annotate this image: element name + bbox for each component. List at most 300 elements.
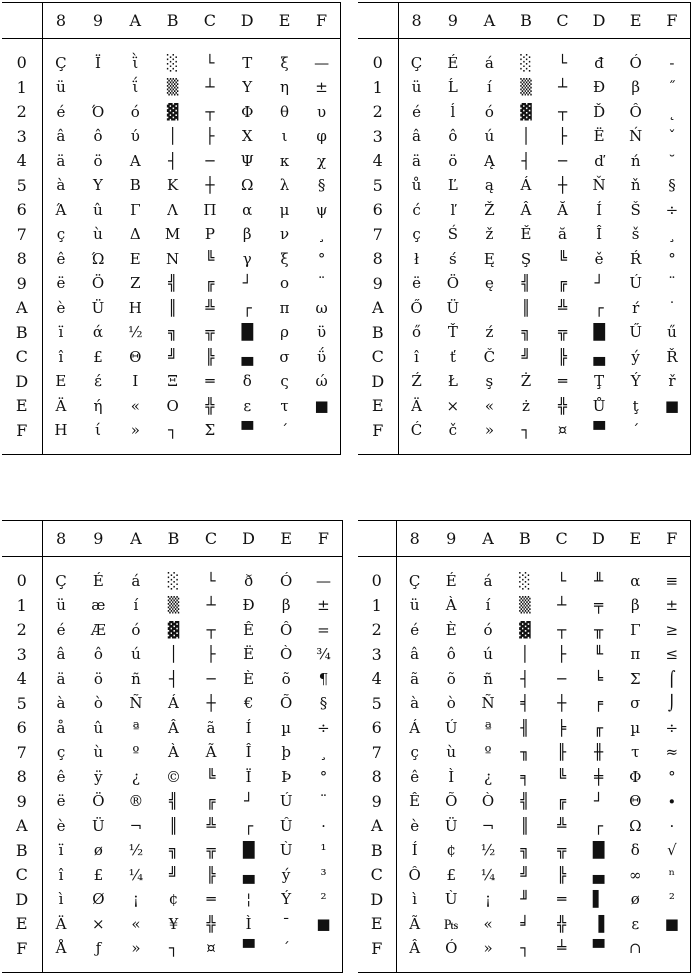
char-cell: Ñ [481, 694, 495, 713]
char-cell: ┌ [244, 816, 254, 835]
char-cell: ę [484, 274, 494, 293]
table-row [2, 888, 343, 913]
char-cell: Ù [279, 841, 293, 860]
char-cell: B [129, 176, 141, 195]
char-cell: £ [446, 865, 456, 884]
char-cell: Ş [520, 249, 532, 268]
char-cell: § [668, 176, 676, 195]
row-header: 4 [358, 667, 396, 692]
table-row [358, 174, 691, 199]
char-cell: ≤ [665, 645, 679, 664]
char-cell: ╨ [593, 571, 603, 590]
char-cell: ┘ [593, 792, 603, 811]
char-cell: µ [630, 718, 641, 737]
char-cell: ≥ [665, 620, 679, 639]
char-cell: ∩ [628, 939, 642, 958]
char-cell: ď [594, 151, 604, 170]
char-cell: Õ [280, 694, 293, 713]
char-cell: ě [594, 249, 604, 268]
char-cell: ˛ [668, 102, 676, 121]
char-cell: É [92, 571, 104, 590]
code-page-table-2 [358, 2, 691, 455]
row-header: 6 [358, 716, 396, 741]
char-cell: ¨ [319, 792, 328, 811]
char-cell: ä [56, 151, 66, 170]
char-cell: Ů [592, 396, 606, 415]
char-cell: ═ [557, 890, 567, 909]
char-cell: ⌠ [667, 669, 676, 688]
char-cell: ť [449, 347, 456, 366]
char-cell: ┴ [558, 78, 568, 97]
char-cell: Υ [93, 176, 103, 195]
char-cell: ù [93, 743, 104, 762]
char-cell: þ [281, 743, 291, 762]
table-row [2, 394, 341, 419]
column-header: C [191, 3, 228, 39]
char-cell: ╢ [520, 718, 530, 737]
table-row [2, 643, 343, 668]
char-cell: Ψ [240, 151, 254, 170]
char-cell: Υ [242, 78, 253, 97]
char-cell: ¼ [128, 865, 144, 884]
char-cell: ÷ [665, 200, 679, 219]
char-cell: £ [93, 347, 103, 366]
char-cell: Ľ [447, 176, 458, 195]
char-cell: Ã [409, 914, 421, 933]
column-header: F [654, 521, 691, 557]
row-header: B [2, 321, 42, 346]
row-header: 8 [358, 247, 398, 272]
char-cell: σ [279, 347, 290, 366]
row-header: E [2, 912, 42, 937]
char-cell: ý [281, 865, 291, 884]
char-cell: ║ [521, 298, 531, 317]
char-cell: ┤ [168, 151, 178, 170]
table-row [358, 76, 691, 101]
row-header: 5 [2, 692, 42, 717]
char-cell: ─ [205, 151, 215, 170]
char-cell: Ω [241, 176, 254, 195]
table-row [2, 76, 341, 101]
char-cell: ■ [316, 914, 331, 933]
char-cell: μ [279, 200, 290, 219]
char-cell: β [631, 78, 640, 97]
char-cell: Ł [447, 372, 458, 391]
char-cell: ┤ [520, 669, 530, 688]
char-cell: κ [279, 151, 290, 170]
char-cell: ╩ [205, 298, 215, 317]
char-cell: X [241, 127, 253, 146]
table-row [358, 814, 691, 839]
char-cell: ő [412, 323, 422, 342]
char-cell: Ň [592, 176, 606, 195]
column-header: B [506, 521, 543, 557]
char-cell: Ä [55, 914, 67, 933]
char-cell: ╝ [168, 865, 178, 884]
char-cell: ║ [168, 298, 178, 317]
char-cell: Ì [448, 767, 455, 786]
char-cell: ñ [131, 669, 141, 688]
table-row [2, 321, 341, 346]
char-cell: ÷ [317, 718, 330, 737]
char-cell: ╝ [168, 347, 178, 366]
char-cell: ć [412, 200, 421, 219]
table-row [358, 149, 691, 174]
char-cell: ╦ [557, 841, 567, 860]
char-cell: è [410, 816, 420, 835]
char-cell: π [630, 645, 641, 664]
char-cell: ╣ [520, 792, 530, 811]
char-cell: ╥ [593, 620, 603, 639]
char-cell: ░ [519, 571, 531, 590]
char-cell: Ç [410, 53, 423, 72]
char-cell: Á [168, 694, 179, 713]
char-cell: ¤ [206, 939, 216, 958]
char-cell: Ε [55, 372, 67, 391]
char-cell: ≈ [665, 743, 679, 762]
char-cell: █ [242, 841, 255, 860]
char-cell: Ź [411, 372, 422, 391]
char-cell: á [484, 53, 494, 72]
char-cell: ╒ [593, 694, 603, 713]
char-cell: ═ [558, 372, 568, 391]
char-cell: ¶ [318, 669, 329, 688]
char-cell: ░ [167, 571, 180, 590]
char-cell: ź [485, 323, 494, 342]
char-cell: ë [56, 792, 66, 811]
corner-cell [358, 3, 398, 39]
char-cell: Ö [92, 792, 105, 811]
char-cell: ╚ [205, 249, 215, 268]
char-cell: ï [58, 323, 64, 342]
char-cell: Ë [243, 645, 255, 664]
char-cell: ¾ [316, 645, 331, 664]
char-cell: é [56, 620, 66, 639]
char-cell: ┴ [557, 596, 567, 615]
char-cell: ˘ [668, 151, 676, 170]
char-cell: Γ [630, 620, 641, 639]
table-row [358, 272, 691, 297]
row-header: F [358, 937, 396, 962]
char-cell: Ώ [91, 249, 105, 268]
char-cell: ┤ [168, 669, 178, 688]
char-cell: └ [557, 571, 567, 590]
char-cell: Ó [445, 939, 458, 958]
char-cell: έ [94, 372, 102, 391]
char-cell: à [410, 694, 420, 713]
column-header: 9 [80, 521, 118, 557]
column-header: 9 [433, 521, 470, 557]
char-cell: I [132, 372, 139, 391]
char-cell: Ó [280, 571, 293, 590]
row-header: 3 [2, 125, 42, 150]
char-cell: Í [411, 841, 418, 860]
column-header: 9 [79, 3, 116, 39]
char-cell: ¡ [485, 890, 492, 909]
table-row [358, 419, 691, 444]
table-row [358, 618, 691, 643]
column-header: C [544, 3, 581, 39]
char-cell: Ç [408, 571, 421, 590]
char-cell: Š [630, 200, 641, 219]
row-header: 2 [358, 100, 398, 125]
column-header: E [266, 3, 303, 39]
char-cell: ă [558, 225, 567, 244]
char-cell: º [484, 743, 492, 762]
char-cell: ξ [280, 53, 289, 72]
char-cell: ö [93, 151, 103, 170]
row-header: D [358, 888, 396, 913]
char-cell: = [317, 620, 330, 639]
char-cell: î [58, 347, 64, 366]
char-cell: Ý [630, 372, 641, 391]
row-header: 6 [358, 198, 398, 223]
row-header: 0 [358, 51, 398, 76]
char-cell: ° [668, 249, 676, 268]
char-cell: ╕ [520, 767, 530, 786]
table-row [2, 223, 341, 248]
char-cell: € [243, 694, 254, 713]
char-cell: ƒ [95, 939, 102, 958]
char-cell: ∙ [668, 792, 676, 811]
char-cell: ¦ [246, 890, 252, 909]
char-cell: Þ [281, 767, 292, 786]
row-header: 8 [2, 247, 42, 272]
char-cell: ┐ [520, 939, 530, 958]
column-header: E [267, 521, 305, 557]
char-cell: ╬ [205, 396, 215, 415]
char-cell: K [166, 176, 179, 195]
table-row [2, 937, 343, 962]
code-page-table-1 [2, 2, 341, 455]
char-cell: Ă [557, 200, 568, 219]
char-cell: ╠ [205, 347, 215, 366]
char-cell: ╔ [558, 274, 568, 293]
char-cell: ■ [664, 914, 679, 933]
row-header: 1 [2, 76, 42, 101]
char-cell: Ά [55, 200, 67, 219]
char-cell: ╔ [205, 274, 215, 293]
char-cell: Ê [409, 792, 421, 811]
char-cell: « [130, 396, 140, 415]
char-cell: ▒ [519, 596, 531, 615]
char-cell: Ű [629, 323, 642, 342]
char-cell: ² [668, 890, 675, 909]
char-cell: ╚ [206, 767, 216, 786]
char-cell: H [128, 298, 142, 317]
char-cell: ą [484, 176, 494, 195]
char-cell: η [280, 78, 290, 97]
char-cell: â [412, 127, 421, 146]
char-cell: ø [93, 841, 103, 860]
char-cell: Ä [411, 396, 422, 415]
char-cell: ╣ [521, 274, 531, 293]
table-row [2, 370, 341, 395]
column-header: D [230, 521, 268, 557]
char-cell: ¢ [168, 890, 179, 909]
char-cell: ┘ [244, 792, 254, 811]
table-row [2, 814, 343, 839]
char-cell: ù [93, 225, 103, 244]
char-cell: P [204, 225, 215, 244]
char-cell: M [164, 225, 181, 244]
char-cell: ΐ [132, 78, 139, 97]
char-cell: ┘ [594, 274, 604, 293]
char-cell: ř [668, 372, 676, 391]
char-cell: ¸ [319, 743, 328, 762]
char-cell: Z [130, 274, 141, 293]
table-row [358, 569, 691, 594]
char-cell: Ø [92, 890, 105, 909]
char-cell: đ [594, 53, 604, 72]
char-cell: â [410, 645, 420, 664]
column-header: C [192, 521, 230, 557]
char-cell: ω [315, 298, 328, 317]
row-header: C [358, 345, 398, 370]
char-cell: ╬ [558, 396, 568, 415]
table-row [358, 912, 691, 937]
char-cell: ▀ [241, 421, 253, 440]
char-cell: λ [279, 176, 290, 195]
code-page-table-3 [2, 520, 343, 973]
char-cell: ä [412, 151, 421, 170]
corner-cell [2, 3, 42, 39]
char-cell: ▄ [592, 865, 605, 884]
char-cell: ¹ [320, 841, 327, 860]
char-cell: ╝ [521, 347, 531, 366]
row-header: D [2, 888, 42, 913]
char-cell: ¨ [668, 274, 676, 293]
char-cell: ╠ [206, 865, 216, 884]
char-cell: Ě [520, 225, 532, 244]
row-header: A [2, 296, 42, 321]
char-cell: ¬ [481, 816, 495, 835]
char-cell: ϋ [317, 323, 327, 342]
char-cell: Á [409, 718, 421, 737]
char-cell: ≡ [665, 571, 679, 590]
char-cell: ô [446, 645, 456, 664]
char-cell: ┴ [206, 596, 216, 615]
char-cell: ô [93, 127, 103, 146]
char-cell: ║ [520, 816, 530, 835]
char-cell: ┐ [521, 421, 531, 440]
char-cell: ▓ [519, 620, 531, 639]
char-cell: ¸ [668, 225, 676, 244]
char-cell: à [56, 176, 66, 195]
char-cell: │ [520, 645, 530, 664]
char-cell: ▒ [166, 78, 179, 97]
row-header: E [358, 912, 396, 937]
row-header: E [358, 394, 398, 419]
row-header: F [358, 419, 398, 444]
char-cell: Í [245, 718, 252, 737]
char-cell: ν [279, 225, 290, 244]
table-row [2, 247, 341, 272]
table-row [2, 296, 341, 321]
char-cell: Ñ [129, 694, 143, 713]
char-cell: Ď [593, 102, 606, 121]
char-cell: í [133, 596, 139, 615]
char-cell: ┬ [205, 102, 215, 121]
char-cell: ┐ [168, 939, 178, 958]
char-cell: ▄ [593, 347, 605, 366]
char-cell: ╜ [520, 890, 530, 909]
row-header: 3 [2, 643, 42, 668]
char-cell: ý [631, 347, 640, 366]
char-cell: ú [483, 645, 493, 664]
char-cell: ö [448, 151, 458, 170]
char-cell: Ú [279, 792, 293, 811]
row-header: B [2, 839, 42, 864]
char-cell: δ [242, 372, 252, 391]
table-row [358, 198, 691, 223]
column-header: F [654, 3, 691, 39]
char-cell: ª [132, 718, 140, 737]
char-cell: ┬ [206, 620, 216, 639]
char-cell: ì [58, 890, 64, 909]
char-cell: Â [168, 718, 179, 737]
row-header: 9 [2, 790, 42, 815]
row-header: A [358, 296, 398, 321]
table-row [358, 223, 691, 248]
row-header: B [358, 839, 396, 864]
row-header: C [2, 345, 42, 370]
char-cell: ¤ [557, 421, 568, 440]
char-cell: è [56, 816, 66, 835]
char-cell: Ť [447, 323, 458, 342]
char-cell: ╦ [558, 323, 568, 342]
char-cell: ╖ [520, 743, 530, 762]
char-cell: τ [280, 396, 289, 415]
table-row [2, 863, 343, 888]
char-cell: ü [409, 596, 420, 615]
char-cell: Ä [55, 396, 67, 415]
char-cell: Ö [91, 274, 105, 293]
char-cell: « [483, 914, 493, 933]
char-cell: å [56, 718, 66, 737]
char-cell: ë [412, 274, 421, 293]
char-cell: Â [409, 939, 421, 958]
char-cell: ¼ [480, 865, 496, 884]
row-header: 2 [358, 618, 396, 643]
char-cell: ┘ [242, 274, 252, 293]
char-cell: ▓ [520, 102, 532, 121]
char-cell: ô [93, 645, 103, 664]
char-cell: └ [205, 53, 215, 72]
char-cell: ĺ [450, 102, 456, 121]
row-header: 9 [358, 790, 396, 815]
table-row [358, 247, 691, 272]
char-cell: — [314, 53, 330, 72]
char-cell: - [669, 53, 675, 72]
char-cell: Đ [593, 78, 606, 97]
char-cell: à [56, 694, 66, 713]
table-row [2, 198, 341, 223]
char-cell: Ć [410, 421, 423, 440]
char-cell: ¸ [317, 225, 326, 244]
column-header: C [543, 521, 580, 557]
char-cell: ▓ [166, 102, 179, 121]
char-cell: υ [317, 102, 327, 121]
char-cell: ┌ [242, 298, 252, 317]
char-cell: ┼ [206, 694, 216, 713]
char-cell: ż [522, 396, 530, 415]
char-cell: Ú [629, 274, 642, 293]
char-cell: ţ [632, 396, 639, 415]
char-cell: î [58, 865, 64, 884]
char-cell: ½ [480, 841, 496, 860]
char-cell: ¬ [129, 816, 143, 835]
